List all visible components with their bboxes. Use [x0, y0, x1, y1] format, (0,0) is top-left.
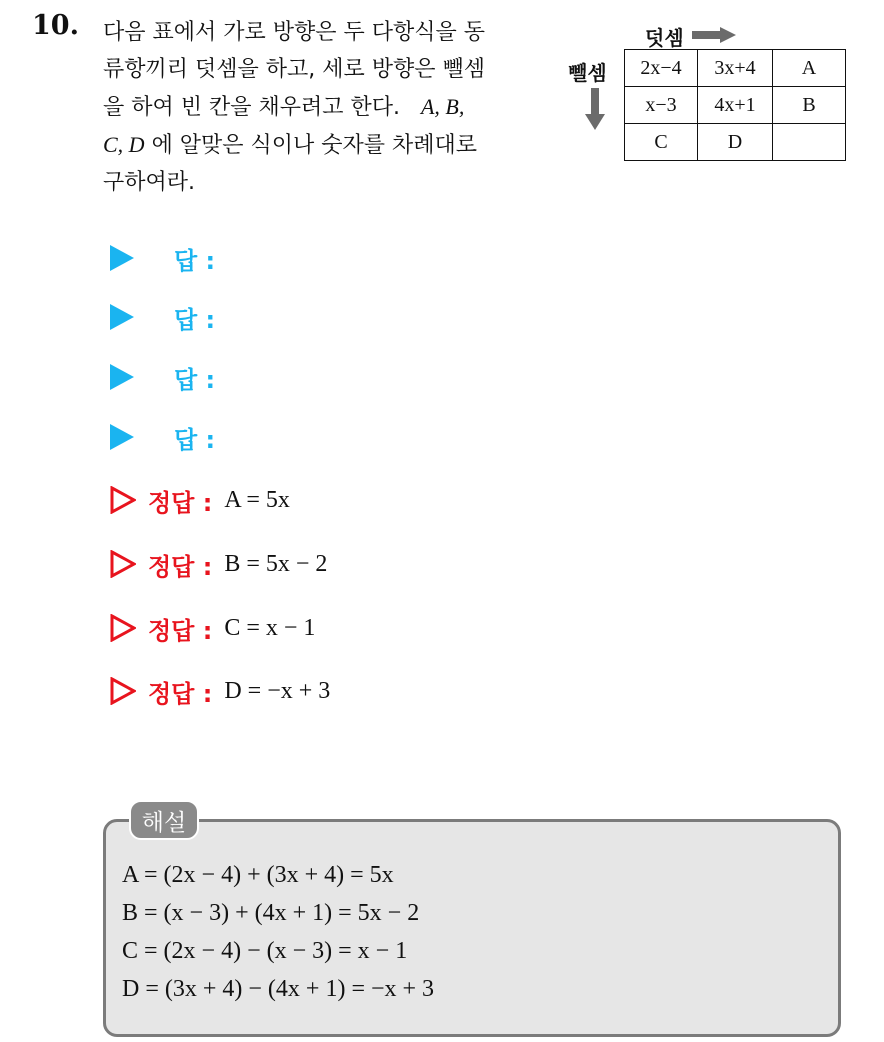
solution-d: D = −x + 3 — [224, 677, 331, 704]
question-vars-cd: C, D — [103, 132, 145, 157]
cell-r1-c1: 2x−4 — [625, 50, 698, 87]
answer-row-1 — [110, 240, 215, 276]
question-number: 10. — [32, 10, 79, 41]
outline-triangle-icon — [110, 614, 136, 642]
right-arrow-icon — [692, 27, 736, 43]
explanation-line-3: C = (2x − 4) − (x − 3) = x − 1 — [122, 938, 408, 964]
play-triangle-icon — [110, 424, 134, 450]
answer-row-4 — [110, 419, 215, 455]
explanation-tab: 해설 — [129, 800, 199, 840]
table-row — [625, 124, 846, 161]
down-arrow-icon — [585, 88, 605, 130]
explanation-line-2: B = (x − 3) + (4x + 1) = 5x − 2 — [122, 900, 420, 926]
explanation-line-1: A = (2x − 4) + (3x + 4) = 5x — [122, 862, 394, 888]
play-triangle-icon — [110, 364, 134, 390]
table-row — [625, 87, 846, 124]
subtraction-label: 뺄셈 — [568, 61, 607, 85]
question-line-2: 류항끼리 덧셈을 하고, 세로 방향은 뺄셈 — [103, 57, 485, 82]
question-line-1: 다음 표에서 가로 방향은 두 다항식을 동 — [103, 20, 485, 45]
explanation-line-4: D = (3x + 4) − (4x + 1) = −x + 3 — [122, 976, 435, 1002]
outline-triangle-icon — [110, 677, 136, 705]
addition-label: 덧셈 — [645, 26, 684, 50]
solution-row-3 — [110, 608, 315, 648]
solution-c: C = x − 1 — [224, 614, 316, 641]
solution-label: 정답 : — [148, 488, 213, 517]
cell-r1-c3: A — [773, 50, 846, 87]
answer-label: 답 : — [174, 246, 216, 275]
solution-row-4 — [110, 671, 330, 711]
cell-r3-c1: C — [625, 124, 698, 161]
solution-row-2 — [110, 544, 327, 584]
question-line-5: 구하여라. — [103, 170, 196, 195]
solution-row-1 — [110, 480, 290, 520]
question-text — [103, 14, 543, 201]
cell-r2-c3: B — [773, 87, 846, 124]
outline-triangle-icon — [110, 550, 136, 578]
solution-label: 정답 : — [148, 679, 213, 708]
cell-r3-c3 — [773, 124, 846, 161]
question-line-3: 을 하여 빈 칸을 채우려고 한다. A, B, — [103, 94, 465, 120]
answer-row-2 — [110, 299, 215, 335]
play-triangle-icon — [110, 304, 134, 330]
solution-label: 정답 : — [148, 616, 213, 645]
outline-triangle-icon — [110, 486, 136, 514]
cell-r2-c2: 4x+1 — [698, 87, 773, 124]
answer-row-3 — [110, 359, 215, 395]
question-vars-ab: A, B, — [420, 94, 465, 119]
cell-r3-c2: D — [698, 124, 773, 161]
operation-table — [624, 49, 846, 161]
play-triangle-icon — [110, 245, 134, 271]
answer-label: 답 : — [174, 365, 216, 394]
cell-r2-c1: x−3 — [625, 87, 698, 124]
explanation-lines — [122, 856, 434, 1008]
cell-r1-c2: 3x+4 — [698, 50, 773, 87]
question-line-4: C, D 에 알맞은 식이나 숫자를 차례대로 — [103, 132, 478, 158]
answer-label: 답 : — [174, 425, 216, 454]
solution-label: 정답 : — [148, 552, 213, 581]
solution-b: B = 5x − 2 — [224, 550, 328, 577]
solution-a: A = 5x — [224, 486, 290, 513]
answer-label: 답 : — [174, 305, 216, 334]
table-row — [625, 50, 846, 87]
